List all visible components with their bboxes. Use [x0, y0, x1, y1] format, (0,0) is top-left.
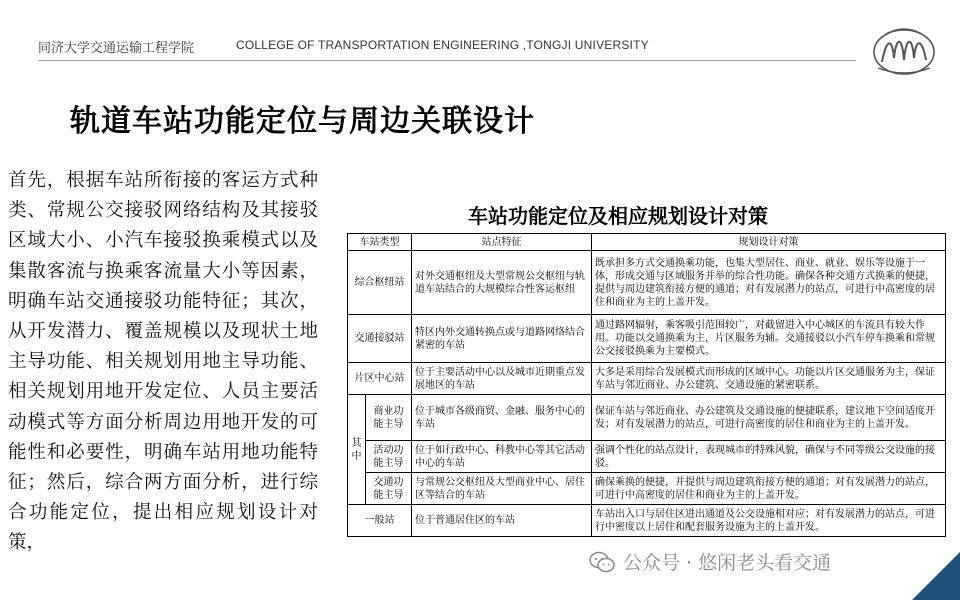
strategy-table [347, 233, 946, 537]
row-type: 商业功能主导 [366, 395, 412, 441]
row-feature: 对外交通枢纽及大型常规公交枢纽与轨道车站结合的大规模综合性客运枢纽 [412, 251, 592, 315]
row-type: 综合枢纽站 [348, 251, 412, 315]
table-row [348, 363, 946, 395]
row-feature: 位于如行政中心、科教中心等其它活动中心的车站 [412, 441, 592, 473]
table-row [348, 441, 946, 473]
row-feature: 特区内外交通转换点或与道路网络结合紧密的车站 [412, 315, 592, 363]
body-paragraph: 首先，根据车站所衔接的客运方式种类、常规公交接驳网络结构及其接驳区域大小、小汽车接驳换乘模式以及集散客流与换乘客流量大小等因素，明确车站交通接驳功能特征；其次，从开发潜力、覆盖规模以及现状土地主导功能、相关规划用地主导功能、相关规划用地开发定位、人员主要活动模式等方面分析周边用地开发的可能性和必要性，明确车站用地功能特征；然后，综合两方面分析，进行综合功能定位，提出相应规划设计对策， [8, 170, 318, 554]
row-feature: 位于主要活动中心以及城市近期重点发展地区的车站 [412, 363, 592, 395]
corner-accent [912, 552, 960, 600]
table-header-feature: 站点特征 [412, 234, 592, 251]
table-row [348, 251, 946, 315]
row-type: 片区中心站 [348, 363, 412, 395]
row-plan: 通过路网辐射，乘客吸引范围较广，对截留进入中心城区的车流具有较大作用。功能以交通换乘为主，片区服务为辅。交通接驳以小汽车停车换乘和常规公交接驳换乘为主要模式。 [592, 315, 946, 363]
row-feature: 位于城市各级商贸、金融、服务中心的车站 [412, 395, 592, 441]
table-title: 车站功能定位及相应规划设计对策 [468, 204, 768, 228]
row-feature: 与常规公交枢纽及大型商业中心、居住区等结合的车站 [412, 473, 592, 505]
row-type: 交通功能主导 [366, 473, 412, 505]
header-school-en: COLLEGE OF TRANSPORTATION ENGINEERING ,TONGJI UNIVERSITY [236, 38, 649, 52]
wechat-icon [589, 551, 615, 573]
row-feature: 位于普通居住区的车站 [412, 505, 592, 537]
row-type: 一般站 [348, 505, 412, 537]
row-plan: 强调个性化的站点设计，表现城市的特殊风貌，确保与不同等级公交设施的接驳。 [592, 441, 946, 473]
row-type: 活动功能主导 [366, 441, 412, 473]
table-row [348, 395, 946, 441]
group-label: 其中 [348, 395, 366, 505]
tongji-logo-icon [868, 22, 940, 80]
row-plan: 大多是采用综合发展模式而形成的区域中心。功能以片区交通服务为主，保证车站与邻近商业、办公建筑、交通设施的紧密联系。 [592, 363, 946, 395]
table-header-plan: 规划设计对策 [592, 234, 946, 251]
watermark-text: 公众号 · 悠闲老头看交通 [623, 552, 832, 574]
row-plan: 确保乘换的便捷，并提供与周边建筑衔接方便的通道；对有发展潜力的站点，可进行中高密度的居住和商业为主的上盖开发。 [592, 473, 946, 505]
table-row [348, 505, 946, 537]
table-header-type: 车站类型 [348, 234, 412, 251]
row-plan: 保证车站与邻近商业、办公建筑及交通设施的便捷联系，建议地下空间适度开发；对有发展潜力的站点，可进行高密度的居住和商业为主的上盖开发。 [592, 395, 946, 441]
table-row [348, 473, 946, 505]
row-type: 交通接驳站 [348, 315, 412, 363]
row-plan: 车站出入口与居住区进出通道及公交设施相对应；对有发展潜力的站点，可进行中密度以上居住和配套服务设施为主的上盖开发。 [592, 505, 946, 537]
table-header-row [348, 234, 946, 251]
header-rule [38, 60, 856, 61]
header-school-cn: 同济大学交通运输工程学院 [38, 41, 195, 56]
page-title: 轨道车站功能定位与周边关联设计 [70, 104, 535, 139]
row-plan: 既承担多方式交通换乘功能，也集大型居住、商业、就业、娱乐等设施于一体，形成交通与区域服务并举的综合性功能。确保各种交通方式换乘的便捷，提供与周边建筑衔接方便的通道；对有发展潜力的站点，可进行中高密度的居住和商业为主的上盖开发。 [592, 251, 946, 315]
table-row [348, 315, 946, 363]
watermark [589, 548, 831, 575]
